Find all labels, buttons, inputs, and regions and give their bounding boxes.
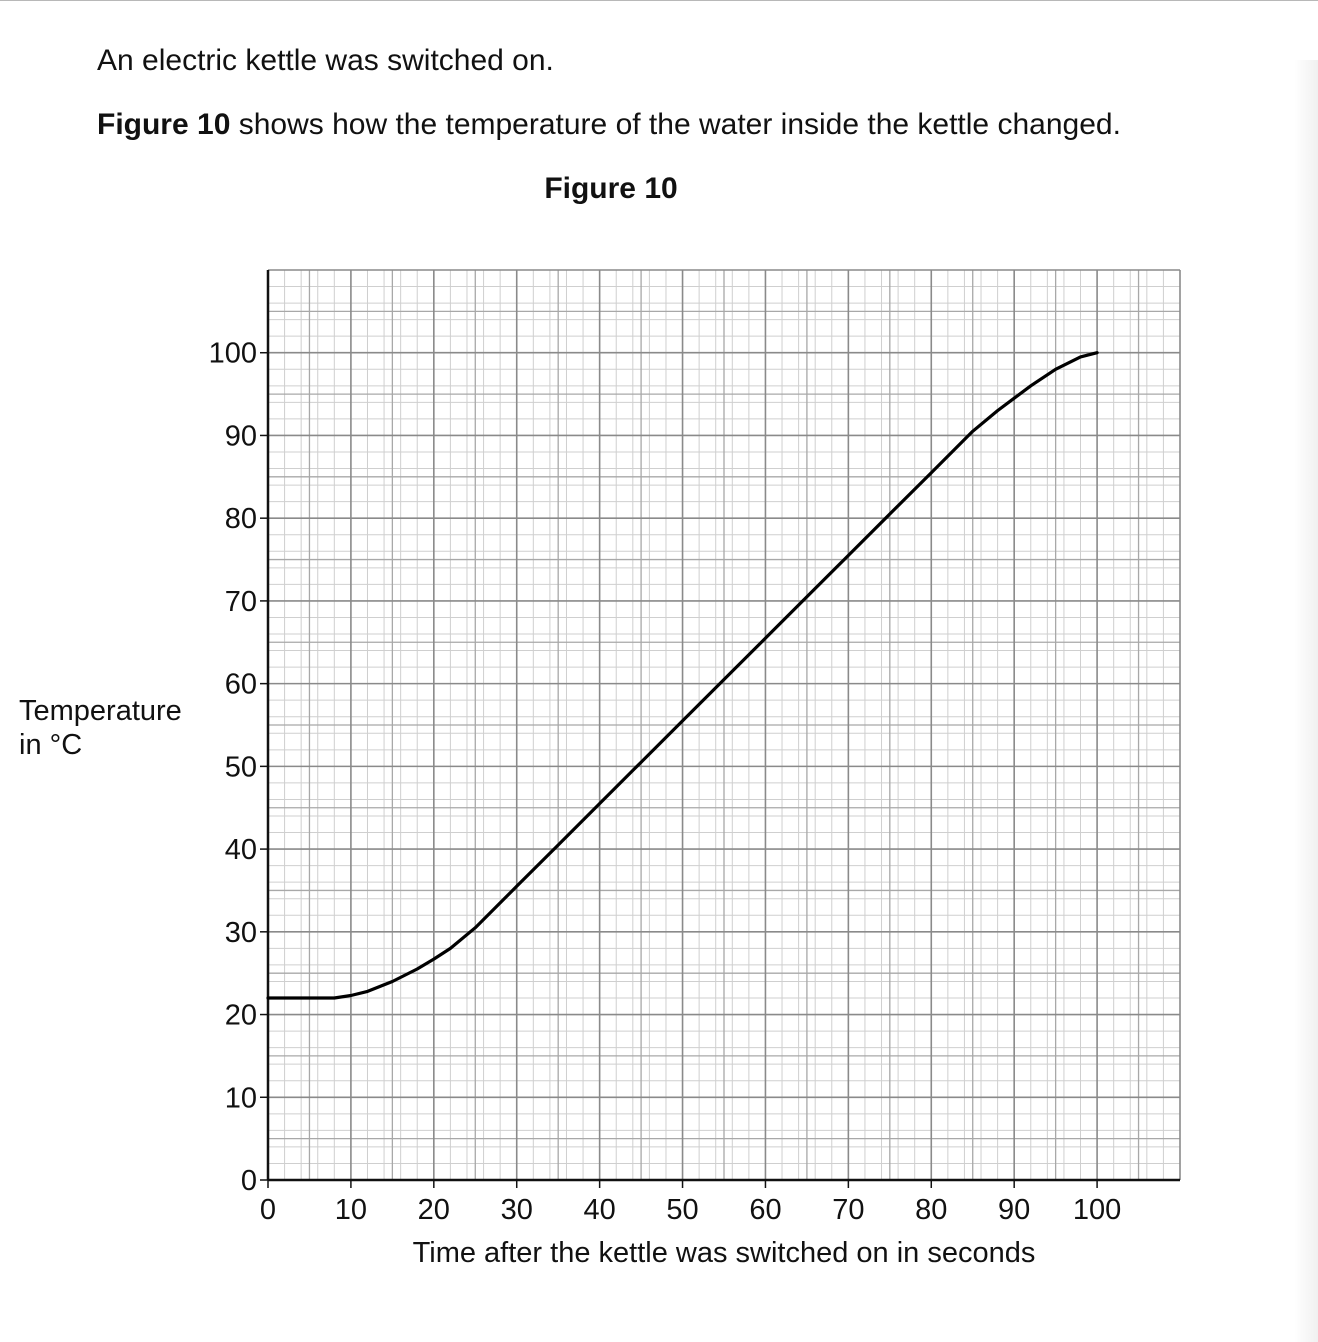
x-tick-label: 0 xyxy=(259,1194,277,1226)
grid xyxy=(268,270,1180,1180)
y-tick-label: 40 xyxy=(224,834,257,867)
caption-figure-ref: Figure 10 xyxy=(97,108,231,141)
y-axis-label-line-2: in °C xyxy=(19,729,83,761)
x-tick-label: 40 xyxy=(583,1194,616,1226)
y-tick-label: 50 xyxy=(224,751,257,784)
y-tick-label: 90 xyxy=(224,420,257,453)
x-tick-label: 100 xyxy=(1072,1194,1122,1226)
y-tick-label: 10 xyxy=(224,1082,257,1115)
x-tick-label: 70 xyxy=(832,1194,865,1226)
x-axis-label: Time after the kettle was switched on in seconds xyxy=(412,1237,1036,1269)
x-tick-label: 80 xyxy=(915,1194,948,1226)
tick-labels xyxy=(209,338,1122,1226)
question-intro: An electric kettle was switched on. xyxy=(97,44,554,77)
y-tick-label: 20 xyxy=(224,999,257,1032)
x-tick-label: 50 xyxy=(666,1194,699,1226)
y-axis-label-line-1: Temperature xyxy=(19,695,182,727)
x-tick-label: 90 xyxy=(998,1194,1031,1226)
x-tick-label: 20 xyxy=(417,1194,450,1226)
x-tick-label: 10 xyxy=(334,1194,368,1226)
figure-title: Figure 10 xyxy=(544,172,678,205)
x-tick-label: 30 xyxy=(500,1194,533,1226)
y-tick-label: 0 xyxy=(240,1165,257,1197)
y-tick-label: 100 xyxy=(208,337,257,370)
y-tick-label: 30 xyxy=(224,916,257,949)
y-tick-label: 80 xyxy=(224,503,257,536)
y-tick-label: 70 xyxy=(224,585,257,618)
y-tick-label: 60 xyxy=(224,668,257,701)
caption-text: shows how the temperature of the water inside the kettle changed. xyxy=(230,108,1121,141)
x-tick-label: 60 xyxy=(749,1194,782,1226)
